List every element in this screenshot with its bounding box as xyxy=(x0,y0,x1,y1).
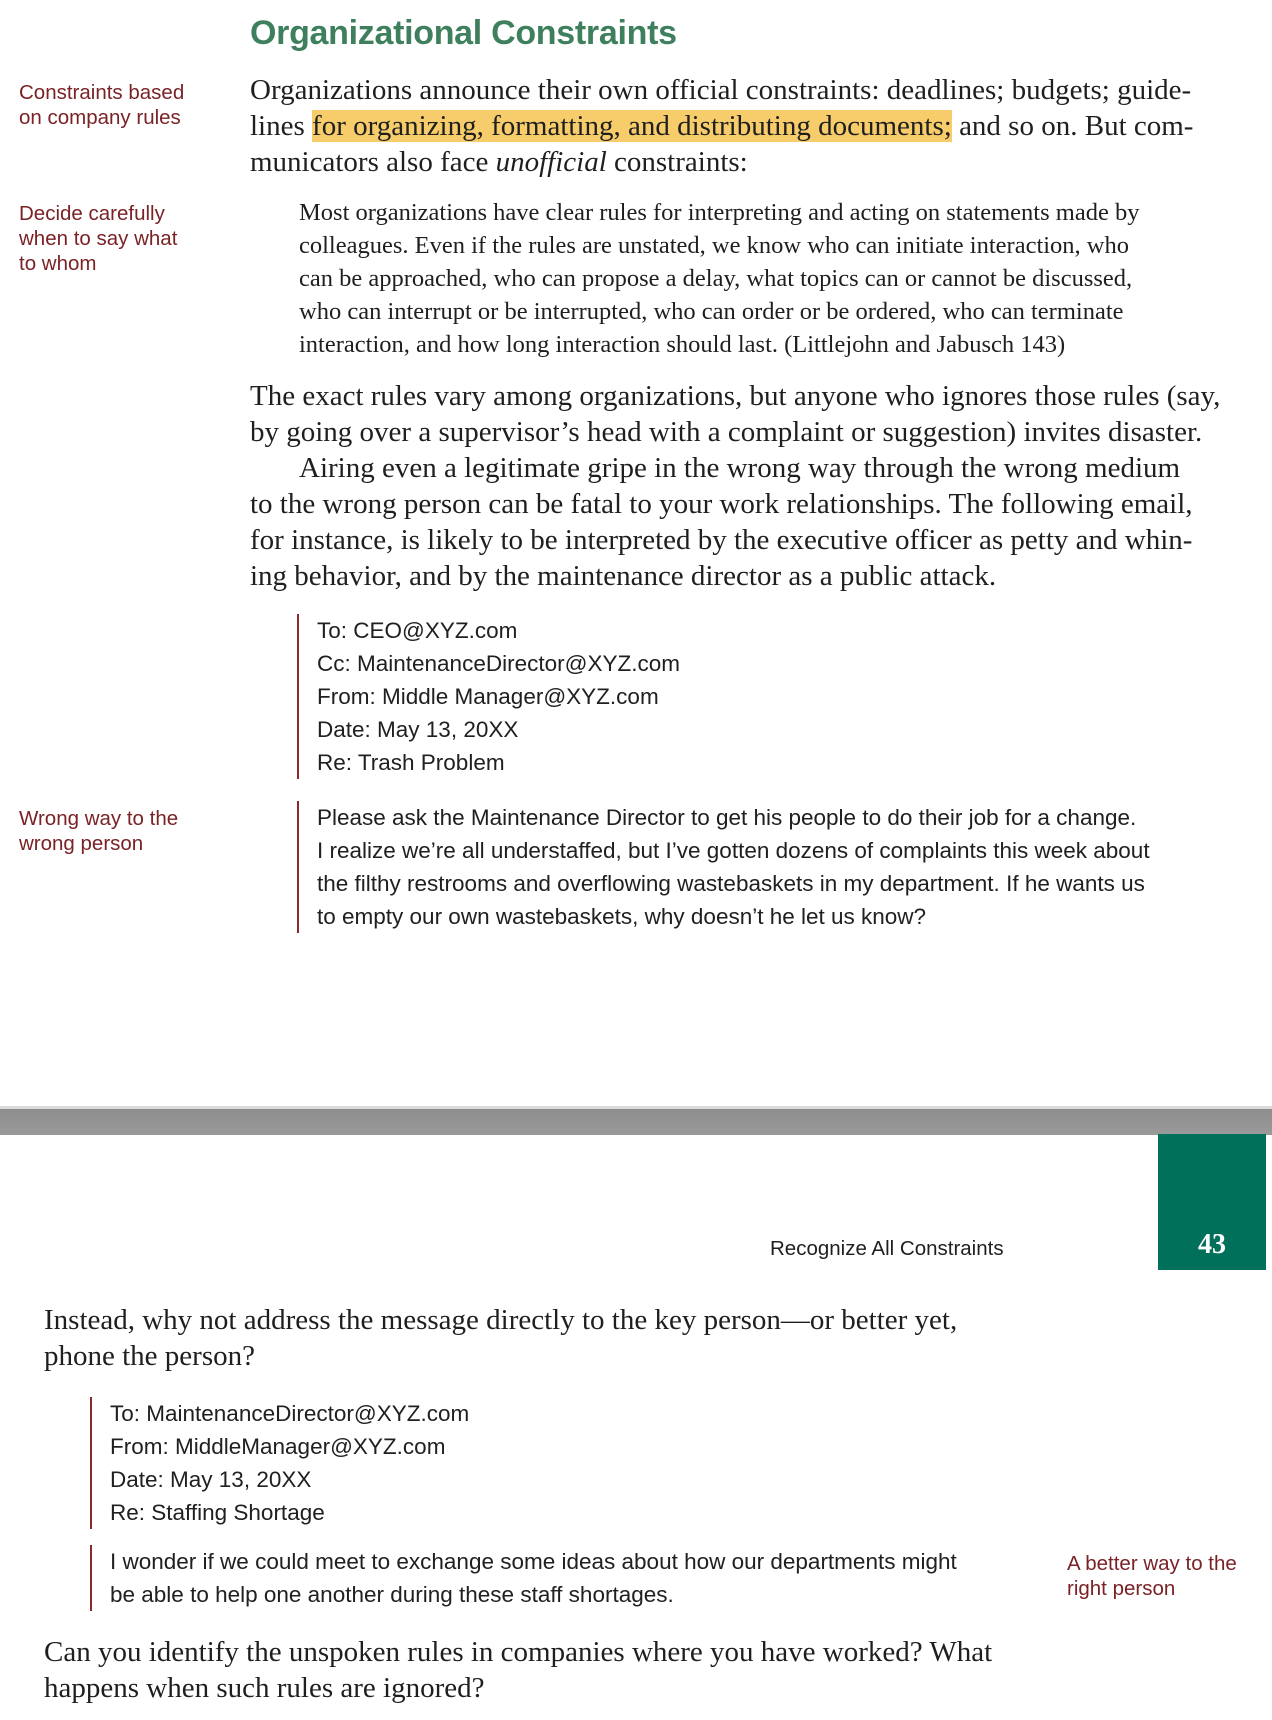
page-divider xyxy=(0,1106,1272,1135)
paragraph-exact-rules: The exact rules vary among organizations, but anyone who ignores those rules (say, by going over a supervisor’s head with a complaint or suggestion) invites disaster. xyxy=(250,380,1221,448)
page-number-tab xyxy=(1158,1134,1266,1270)
email2-header xyxy=(90,1397,469,1529)
email1-date: Date: May 13, 20XX xyxy=(317,717,519,742)
margin-note-company-rules: Constraints based on company rules xyxy=(19,81,185,129)
block-quote: Most organizations have clear rules for interpreting and acting on statements made by colleagues. Even if the rules are unstated, we know who can initiate interaction, who can be approached, who can propose a delay, what topics can or cannot be discussed, who can interrupt or be interrupted, who can order or be ordered, who can terminate interaction, and how long interaction should last. (Littlejohn and Jabusch 143) xyxy=(299,199,1140,358)
email2-subject: Re: Staffing Shortage xyxy=(110,1500,325,1525)
email1-from: From: Middle Manager@XYZ.com xyxy=(317,684,659,709)
highlighted-phrase: for organizing, formatting, and distributing documents; xyxy=(312,110,952,142)
email2-from: From: MiddleManager@XYZ.com xyxy=(110,1434,446,1459)
email1-body: Please ask the Maintenance Director to get his people to do their job for a change. I realize we’re all understaffed, but I’ve gotten dozens of complaints this week about the filthy restrooms and overflowing wastebaskets in my department. If he wants us to empty our own wastebaskets, why doesn’t he let us know? xyxy=(297,801,1150,933)
section-heading: Organizational Constraints xyxy=(250,14,677,52)
email1-subject: Re: Trash Problem xyxy=(317,750,505,775)
paragraph-instead: Instead, why not address the message directly to the key person—or better yet, phone the person? xyxy=(44,1304,958,1372)
email1-header xyxy=(297,614,680,779)
email2-to: To: MaintenanceDirector@XYZ.com xyxy=(110,1401,470,1426)
paragraph-question: Can you identify the unspoken rules in companies where you have worked? What happens when such rules are ignored? xyxy=(44,1636,993,1704)
margin-note-wrong-way: Wrong way to the wrong person xyxy=(19,807,179,855)
page-number: 43 xyxy=(1198,1229,1226,1260)
running-head: Recognize All Constraints xyxy=(770,1237,1004,1260)
paragraph-official-constraints: Organizations announce their own official constraints: deadlines; budgets; guide- lines for organizing, formatting, and distributing documents; and so on. But com- municators also face unofficial constraints: xyxy=(250,74,1194,178)
email1-cc: Cc: MaintenanceDirector@XYZ.com xyxy=(317,651,680,676)
email2-date: Date: May 13, 20XX xyxy=(110,1467,312,1492)
margin-note-decide-carefully: Decide carefully when to say what to whom xyxy=(19,202,178,275)
margin-note-better-way: A better way to the right person xyxy=(1067,1552,1237,1600)
email2-body: I wonder if we could meet to exchange some ideas about how our departments might be able to help one another during these staff shortages. xyxy=(90,1545,957,1611)
email1-to: To: CEO@XYZ.com xyxy=(317,618,518,643)
paragraph-airing-gripe: Airing even a legitimate gripe in the wrong way through the wrong medium to the wrong person can be fatal to your work relationships. The following email, for instance, is likely to be interpreted by the executive officer as petty and whin- ing behavior, and by the maintenance director as a public attack. xyxy=(250,452,1193,592)
